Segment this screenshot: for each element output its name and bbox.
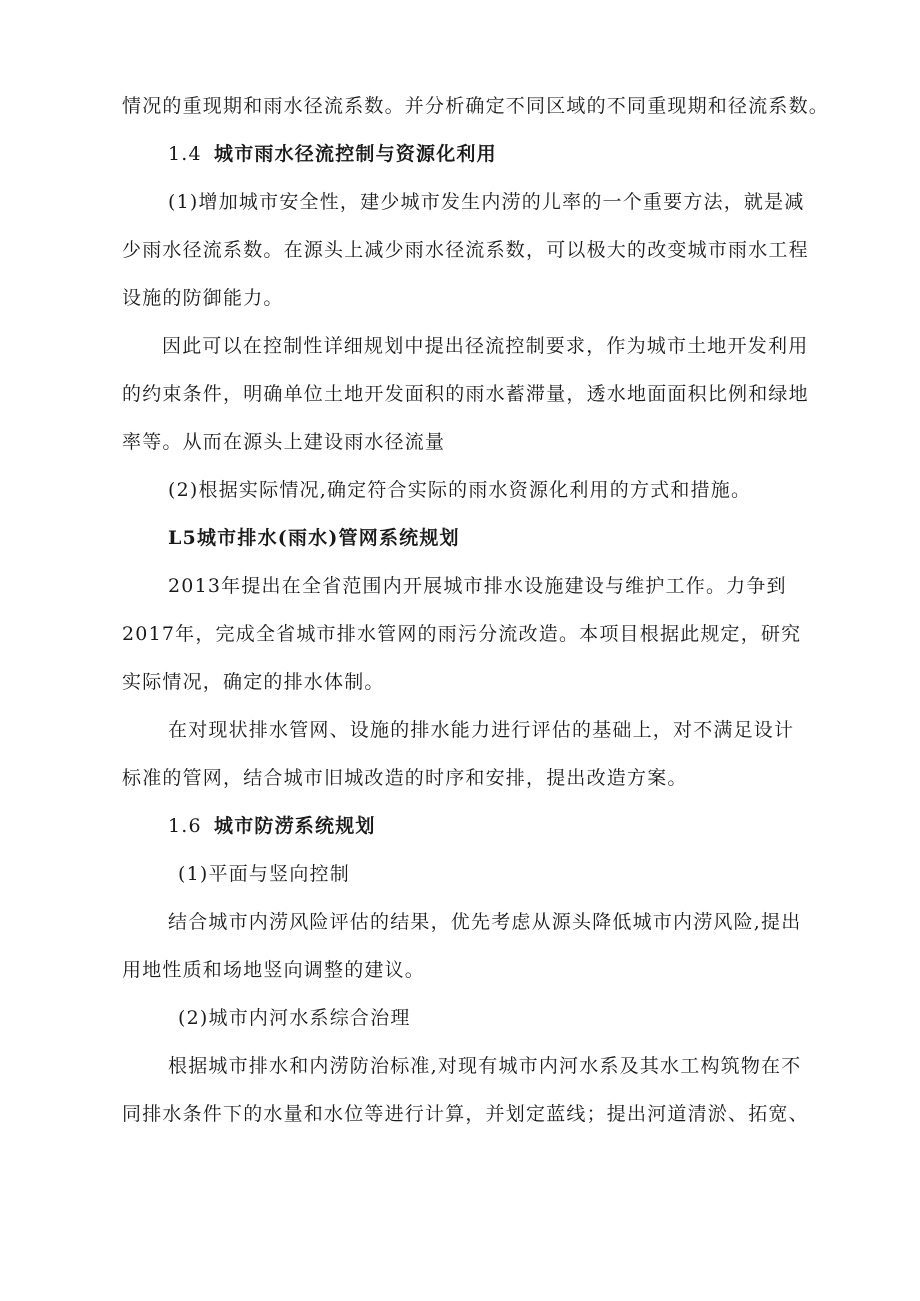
section-heading-1-6 bbox=[168, 814, 376, 838]
paragraph-line: (2)根据实际情况,确定符合实际的雨水资源化利用的方式和措施。 bbox=[168, 479, 752, 501]
section-number: 1.6 bbox=[168, 815, 202, 837]
paragraph-line: 根据城市排水和内涝防治标准,对现有城市内河水系及其水工构筑物在不 bbox=[168, 1055, 802, 1077]
paragraph-line: (2)城市内河水系综合治理 bbox=[178, 1007, 411, 1029]
paragraph-line: 因此可以在控制性详细规划中提出径流控制要求，作为城市土地开发利用 bbox=[162, 335, 809, 357]
paragraph-line: 用地性质和场地竖向调整的建议。 bbox=[122, 959, 426, 981]
paragraph-line: 结合城市内涝风险评估的结果，优先考虑从源头降低城市内涝风险,提出 bbox=[168, 911, 802, 933]
paragraph-line: 2017年，完成全省城市排水管网的雨污分流改造。本项目根据此规定，研究 bbox=[122, 623, 802, 645]
paragraph-line: 2013年提出在全省范围内开展城市排水设施建设与维护工作。力争到 bbox=[168, 575, 787, 597]
section-title: 城市防涝系统规划 bbox=[214, 815, 376, 837]
paragraph-line: 实际情况，确定的排水体制。 bbox=[122, 671, 385, 693]
paragraph-line: 在对现状排水管网、设施的排水能力进行评估的基础上，对不满足设计 bbox=[168, 719, 795, 741]
paragraph-line: (1)平面与竖向控制 bbox=[178, 863, 350, 885]
paragraph-line: 同排水条件下的水量和水位等进行计算，并划定蓝线；提出河道清淤、拓宽、 bbox=[122, 1103, 809, 1125]
paragraph-line: 少雨水径流系数。在源头上减少雨水径流系数，可以极大的改变城市雨水工程 bbox=[122, 239, 809, 261]
paragraph-line: (1)增加城市安全性，建少城市发生内涝的儿率的一个重要方法，就是减 bbox=[168, 191, 805, 213]
section-title: 城市雨水径流控制与资源化利用 bbox=[214, 143, 497, 165]
paragraph-line: 标准的管网，结合城市旧城改造的时序和安排，提出改造方案。 bbox=[122, 767, 688, 789]
paragraph-line: 设施的防御能力。 bbox=[122, 287, 284, 309]
paragraph-line: 的约束条件，明确单位土地开发面积的雨水蓄滞量，透水地面面积比例和绿地 bbox=[122, 383, 809, 405]
paragraph-line: 情况的重现期和雨水径流系数。并分析确定不同区域的不同重现期和径流系数。 bbox=[122, 95, 830, 117]
section-heading-1-4 bbox=[168, 142, 497, 166]
section-number: 1.4 bbox=[168, 143, 202, 165]
paragraph-line: 率等。从而在源头上建设雨水径流量 bbox=[122, 431, 446, 453]
section-heading-1-5: L5城市排水(雨水)管网系统规划 bbox=[168, 527, 460, 549]
